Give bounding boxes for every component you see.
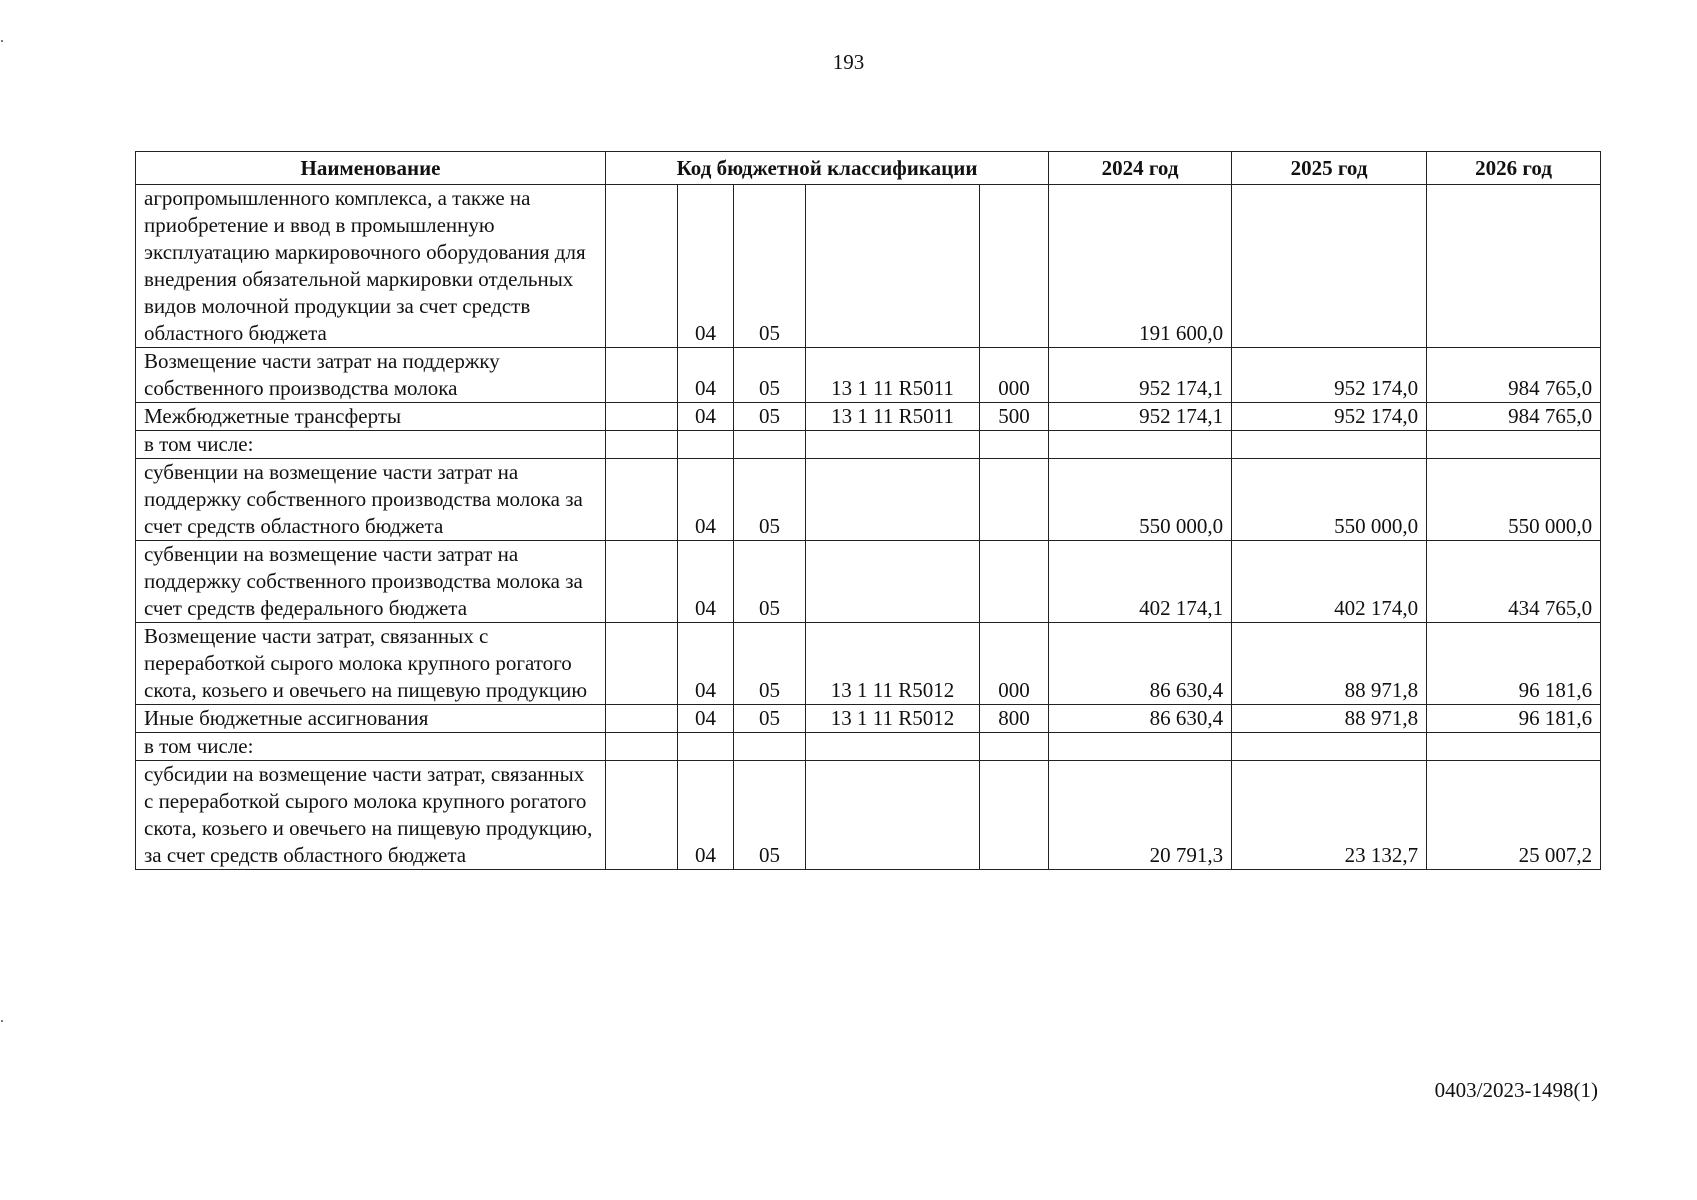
row-target-article (806, 733, 980, 761)
row-blank-cell (606, 623, 678, 705)
row-section-code: 04 (678, 761, 734, 870)
row-section-code: 04 (678, 185, 734, 348)
row-subsection-code (734, 431, 806, 459)
table-row (136, 185, 1601, 348)
row-amount-2024: 86 630,4 (1049, 623, 1232, 705)
row-amount-2024: 86 630,4 (1049, 705, 1232, 733)
row-name: в том числе: (136, 733, 606, 761)
row-subsection-code: 05 (734, 541, 806, 623)
row-name: субвенции на возмещение части затрат на поддержку собственного производства молока за счет средств областного бюджета (136, 459, 606, 541)
row-amount-2024: 402 174,1 (1049, 541, 1232, 623)
row-expense-type (980, 541, 1049, 623)
row-amount-2025 (1232, 431, 1427, 459)
row-amount-2026 (1427, 431, 1601, 459)
row-section-code: 04 (678, 403, 734, 431)
row-target-article: 13 1 11 R5012 (806, 705, 980, 733)
row-subsection-code: 05 (734, 459, 806, 541)
row-section-code (678, 431, 734, 459)
row-expense-type (980, 733, 1049, 761)
row-subsection-code (734, 733, 806, 761)
row-amount-2024: 20 791,3 (1049, 761, 1232, 870)
row-expense-type (980, 761, 1049, 870)
row-amount-2025: 952 174,0 (1232, 348, 1427, 403)
row-amount-2025: 88 971,8 (1232, 705, 1427, 733)
row-amount-2026: 984 765,0 (1427, 403, 1601, 431)
row-section-code: 04 (678, 348, 734, 403)
table-row (136, 541, 1601, 623)
row-amount-2024 (1049, 431, 1232, 459)
row-name: субвенции на возмещение части затрат на поддержку собственного производства молока за счет средств федерального бюджета (136, 541, 606, 623)
row-expense-type: 000 (980, 623, 1049, 705)
row-name: Иные бюджетные ассигнования (136, 705, 606, 733)
row-name: агропромышленного комплекса, а также на приобретение и ввод в промышленную эксплуатацию маркировочного оборудования для внедрения обязательной маркировки отдельных видов молочной продукции за счет средств областного бюджета (136, 185, 606, 348)
row-amount-2024: 191 600,0 (1049, 185, 1232, 348)
row-section-code (678, 733, 734, 761)
table-row (136, 459, 1601, 541)
row-target-article: 13 1 11 R5012 (806, 623, 980, 705)
row-blank-cell (606, 403, 678, 431)
scan-speck (1, 40, 3, 42)
row-amount-2025: 402 174,0 (1232, 541, 1427, 623)
row-subsection-code: 05 (734, 761, 806, 870)
row-target-article (806, 761, 980, 870)
row-target-article: 13 1 11 R5011 (806, 348, 980, 403)
row-amount-2025 (1232, 185, 1427, 348)
row-section-code: 04 (678, 541, 734, 623)
row-blank-cell (606, 348, 678, 403)
row-amount-2025 (1232, 733, 1427, 761)
row-expense-type: 500 (980, 403, 1049, 431)
table-row (136, 761, 1601, 870)
page-number: 193 (832, 50, 865, 74)
header-name: Наименование (136, 152, 606, 185)
document-code: 0403/2023-1498(1) (1434, 1078, 1598, 1102)
row-amount-2026 (1427, 185, 1601, 348)
row-target-article (806, 431, 980, 459)
row-subsection-code: 05 (734, 185, 806, 348)
row-target-article (806, 541, 980, 623)
row-blank-cell (606, 541, 678, 623)
row-subsection-code: 05 (734, 403, 806, 431)
budget-table (135, 151, 1601, 870)
row-section-code: 04 (678, 459, 734, 541)
row-amount-2026: 984 765,0 (1427, 348, 1601, 403)
row-expense-type: 800 (980, 705, 1049, 733)
row-blank-cell (606, 705, 678, 733)
row-blank-cell (606, 459, 678, 541)
header-budget-code: Код бюджетной классификации (606, 152, 1049, 185)
header-2024: 2024 год (1049, 152, 1232, 185)
row-target-article: 13 1 11 R5011 (806, 403, 980, 431)
table-row (136, 431, 1601, 459)
row-blank-cell (606, 431, 678, 459)
row-blank-cell (606, 733, 678, 761)
header-2026: 2026 год (1427, 152, 1601, 185)
row-target-article (806, 185, 980, 348)
row-amount-2024: 952 174,1 (1049, 403, 1232, 431)
row-blank-cell (606, 761, 678, 870)
row-amount-2025: 23 132,7 (1232, 761, 1427, 870)
row-subsection-code: 05 (734, 348, 806, 403)
row-amount-2025: 550 000,0 (1232, 459, 1427, 541)
row-section-code: 04 (678, 705, 734, 733)
row-amount-2026: 434 765,0 (1427, 541, 1601, 623)
row-amount-2024: 550 000,0 (1049, 459, 1232, 541)
row-name: Межбюджетные трансферты (136, 403, 606, 431)
scan-speck (1, 1020, 3, 1022)
row-section-code: 04 (678, 623, 734, 705)
row-expense-type: 000 (980, 348, 1049, 403)
table-header-row (136, 152, 1601, 185)
table-row (136, 403, 1601, 431)
row-amount-2025: 952 174,0 (1232, 403, 1427, 431)
row-amount-2024: 952 174,1 (1049, 348, 1232, 403)
row-subsection-code: 05 (734, 705, 806, 733)
row-expense-type (980, 431, 1049, 459)
row-name: Возмещение части затрат на поддержку собственного производства молока (136, 348, 606, 403)
row-name: в том числе: (136, 431, 606, 459)
row-expense-type (980, 459, 1049, 541)
row-amount-2026 (1427, 733, 1601, 761)
header-2025: 2025 год (1232, 152, 1427, 185)
table-row (136, 348, 1601, 403)
row-amount-2024 (1049, 733, 1232, 761)
row-amount-2026: 96 181,6 (1427, 705, 1601, 733)
row-amount-2026: 550 000,0 (1427, 459, 1601, 541)
row-expense-type (980, 185, 1049, 348)
row-amount-2026: 25 007,2 (1427, 761, 1601, 870)
row-amount-2025: 88 971,8 (1232, 623, 1427, 705)
row-target-article (806, 459, 980, 541)
table-row (136, 733, 1601, 761)
row-name: Возмещение части затрат, связанных с переработкой сырого молока крупного рогатого скота, козьего и овечьего на пищевую продукцию (136, 623, 606, 705)
table-row (136, 623, 1601, 705)
row-amount-2026: 96 181,6 (1427, 623, 1601, 705)
table-row (136, 705, 1601, 733)
row-name: субсидии на возмещение части затрат, связанных с переработкой сырого молока крупного рогатого скота, козьего и овечьего на пищевую продукцию, за счет средств областного бюджета (136, 761, 606, 870)
row-blank-cell (606, 185, 678, 348)
row-subsection-code: 05 (734, 623, 806, 705)
